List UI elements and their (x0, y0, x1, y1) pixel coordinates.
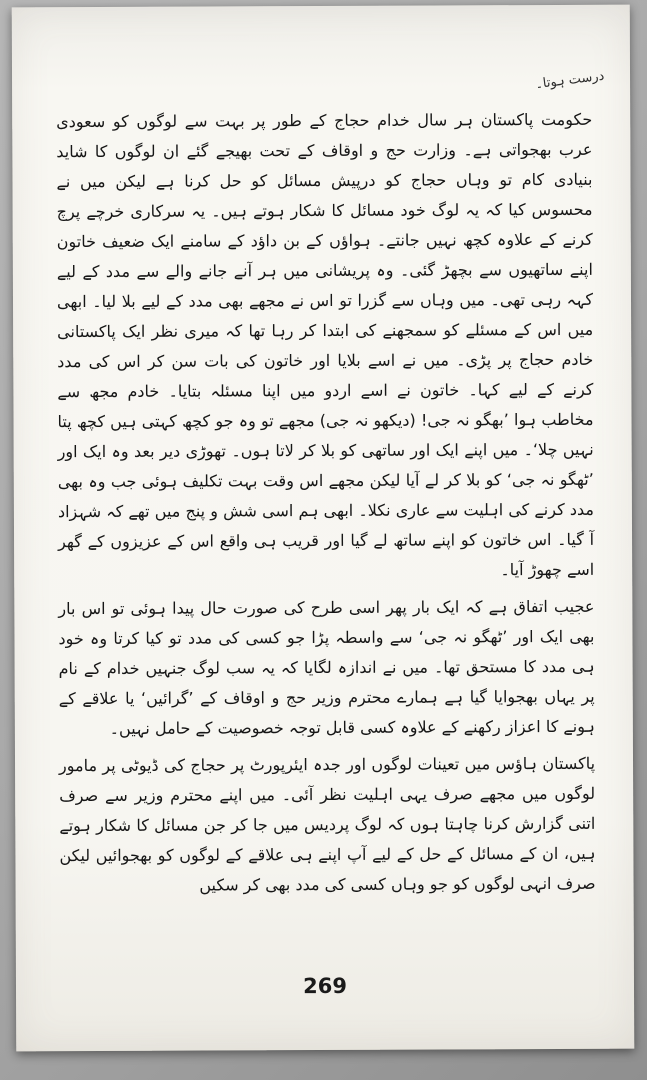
paragraph: حکومت پاکستان ہر سال خدام حجاج کے طور پر بہت سے لوگوں کو سعودی عرب بھجواتی ہے۔ وزارت حج و اوقاف کے تحت بھیجے گئے ان لوگوں کا شاید بنیادی کام تو وہاں حجاج کو درپیش مسائل کو حل کرنا ہے لیکن میں نے محسوس کیا کہ یہ لوگ خود مسائل کا شکار ہوتے ہیں۔ یہ سرکاری خرچے پرچ کرنے کے علاوہ کچھ نہیں جانتے۔ ہواؤں کے بن داؤد کے سامنے ایک ضعیف خاتون اپنے ساتھیوں سے بچھڑ گئی۔ وہ پریشانی میں ہر آنے جانے والے سے مدد کے لیے کہہ رہی تھی۔ میں وہاں سے گزرا تو اس نے مجھے بھی مدد کے لیے بلا لیا۔ ابھی میں اس کے مسئلے کو سمجھنے کی ابتدا کر رہا تھا کہ میری نظر ایک پاکستانی خادم حجاج پر پڑی۔ میں نے اسے بلایا اور خاتون کی بات سن کر اس کی مدد کرنے کے لیے کہا۔ خاتون نے اسے اردو میں اپنا مسئلہ بتایا۔ خادم مجھ سے مخاطب ہوا ’بھگو نہ جی! (دیکھو نہ جی) مجھے تو وہ جو کچھ کہتی ہیں کچھ پتا نہیں چلا‘۔ میں اپنے ایک اور ساتھی کو بلا کر لاتا ہوں۔ تھوڑی دیر بعد وہ ایک اور ’ٹھگو نہ جی‘ کو بلا کر لے آیا لیکن مجھے اس وقت بہت تکلیف ہوئی جب وہ بھی مدد کرنے کی اہلیت سے عاری نکلا۔ ابھی ہم اسی شش و پنج میں تھے کہ شہزاد آ گیا۔ اس خاتون کو اپنے ساتھ لے گیا اور قریب ہی واقع اس کے عزیزوں کے گھر اسے چھوڑ آیا۔ (56, 109, 595, 580)
page-top-fragment: درست ہوتا۔ (533, 68, 605, 93)
paragraph: پاکستان ہاؤس میں تعینات لوگوں اور جدہ ایئرپورٹ پر حجاج کی ڈیوٹی پر مامور لوگوں میں مجھے صرف یہی اہلیت نظر آئی۔ میں اپنے محترم وزیر سے صرف اتنی گزارش کرنا چاہتا ہوں کہ لوگ پردیس میں جا کر جن مسائل کا شکار ہوتے ہیں، ان کے مسائل کے حل کے لیے آپ اپنے ہی علاقے کے لوگوں کو بھجوائیں لیکن صرف انہی لوگوں کو جو وہاں کسی کی مدد بھی کر سکیں (58, 753, 596, 895)
body-text (56, 105, 595, 908)
page-number: 269 (303, 973, 347, 999)
book-page (12, 5, 635, 1052)
paragraph: عجیب اتفاق ہے کہ ایک بار پھر اسی طرح کی صورت حال پیدا ہوئی تو اس بار بھی ایک اور ’ٹھگو نہ جی‘ سے واسطہ پڑا جو کسی کی مدد تو کیا کرتا وہ خود ہی مدد کا مستحق تھا۔ میں نے اندازہ لگایا کہ یہ سب لوگ جنہیں خدام کے نام پر یہاں بھجوایا گیا ہے ہمارے محترم وزیر حج و اوقاف کے ’گرائیں‘ یا علاقے کے ہونے کا اعزاز رکھنے کے علاوہ کسی قابل توجہ خصوصیت کے حامل نہیں۔ (58, 596, 595, 738)
